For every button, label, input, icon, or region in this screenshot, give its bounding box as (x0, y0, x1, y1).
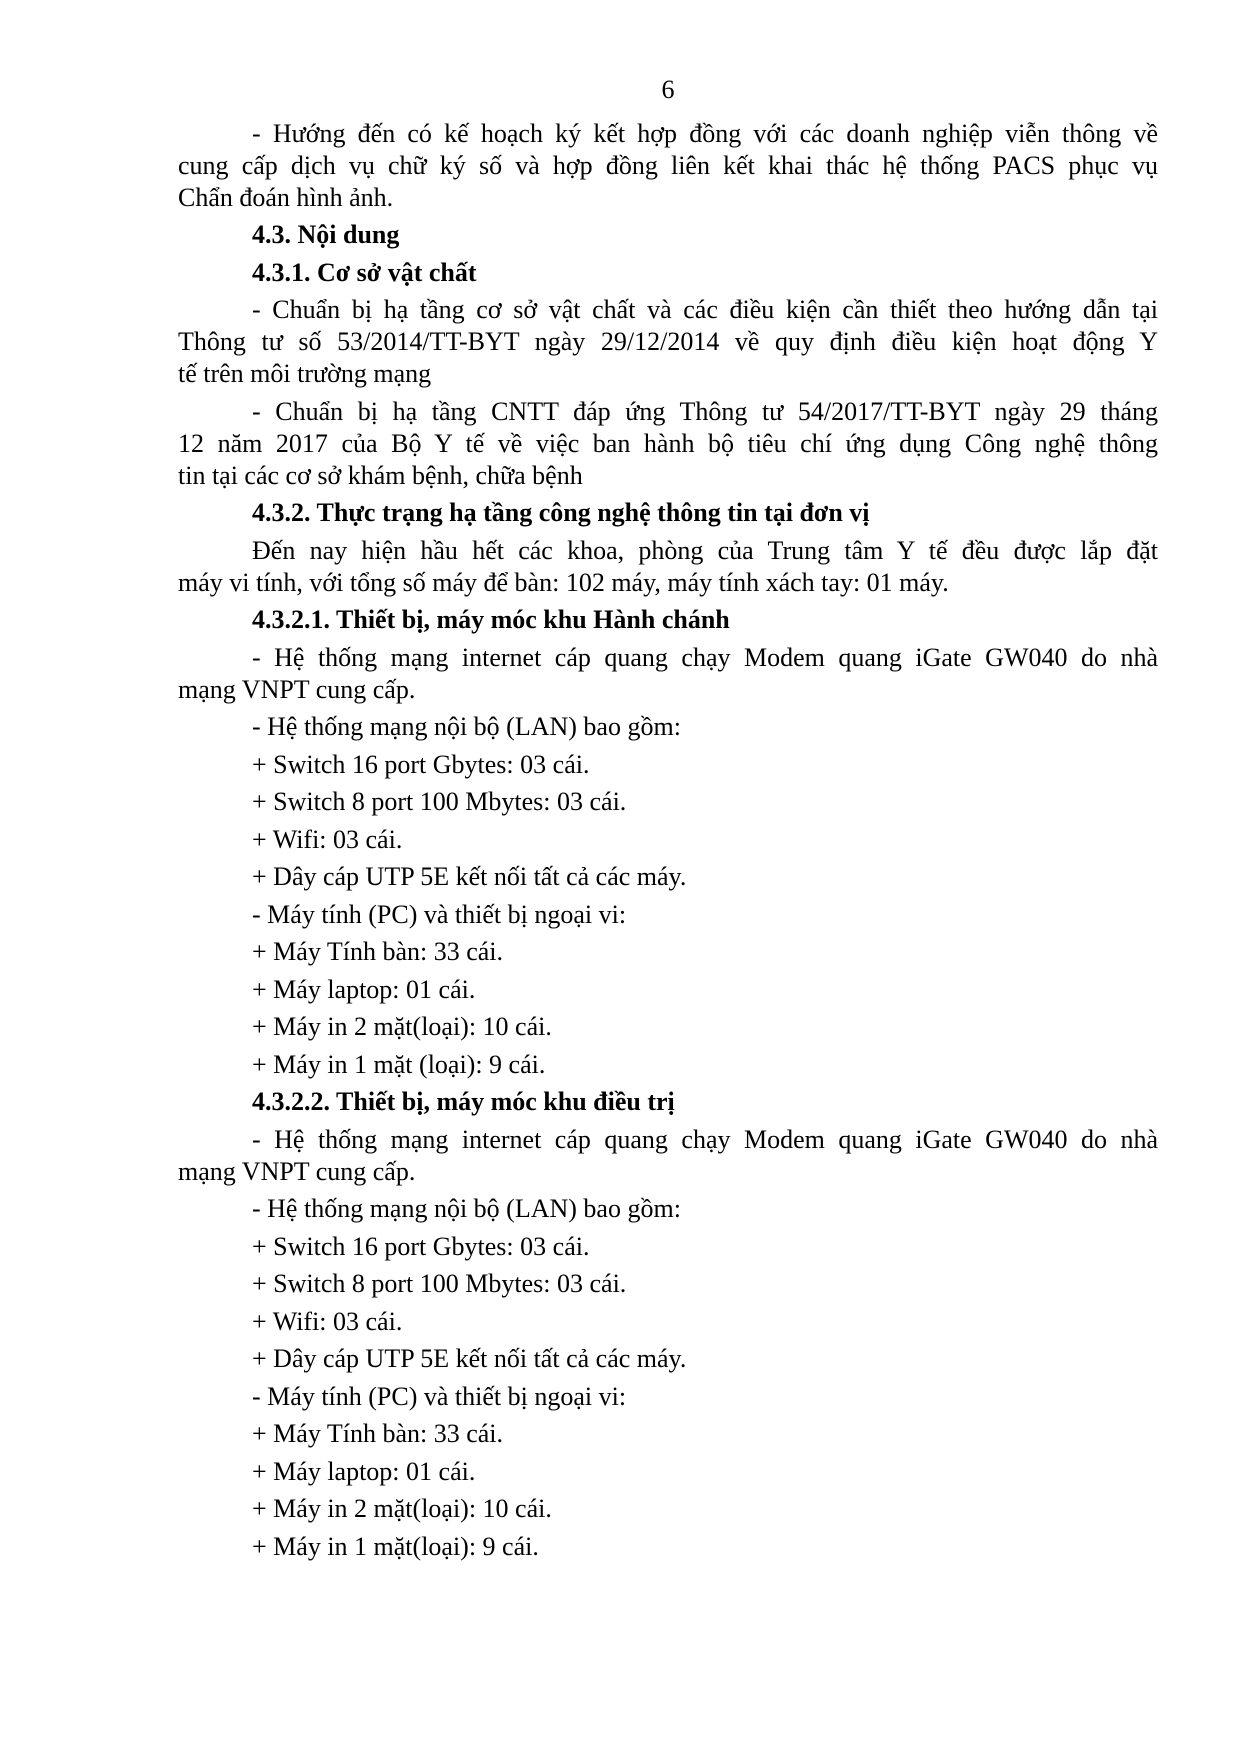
list-item: + Switch 16 port Gbytes: 03 cái. (252, 1231, 590, 1261)
paragraph-line: Thông tư số 53/2014/TT-BYT ngày 29/12/2014 về quy định điều kiện hoạt động Y (178, 327, 1158, 356)
list-item: - Máy tính (PC) và thiết bị ngoại vi: (252, 899, 627, 929)
paragraph-line: máy vi tính, với tổng số máy để bàn: 102 máy, máy tính xách tay: 01 máy. (178, 567, 949, 597)
list-item: + Dây cáp UTP 5E kết nối tất cả các máy. (252, 1344, 687, 1373)
list-item: + Wifi: 03 cái. (252, 1306, 403, 1336)
section-heading: 4.3.1. Cơ sở vật chất (252, 257, 477, 287)
page-number: 6 (661, 75, 675, 104)
paragraph-line: cung cấp dịch vụ chữ ký số và hợp đồng liên kết khai thác hệ thống PACS phục vụ (178, 150, 1158, 180)
paragraph (178, 535, 1158, 599)
paragraph (178, 1124, 1158, 1188)
list-item: + Máy in 1 mặt(loại): 9 cái. (252, 1531, 539, 1561)
paragraph-line: tế trên môi trường mạng (178, 359, 432, 388)
list-item: + Máy in 2 mặt(loại): 10 cái. (252, 1494, 552, 1523)
section-heading: 4.3.2.2. Thiết bị, máy móc khu điều trị (252, 1087, 675, 1116)
paragraph (178, 118, 1158, 214)
section-heading: 4.3.2. Thực trạng hạ tầng công nghệ thông tin tại đơn vị (252, 498, 870, 527)
document-body (178, 118, 1158, 1563)
paragraph-line: mạng VNPT cung cấp. (178, 674, 416, 704)
list-item: - Máy tính (PC) và thiết bị ngoại vi: (252, 1381, 627, 1411)
document-page (178, 68, 1158, 1563)
paragraph (178, 396, 1158, 492)
paragraph-line: mạng VNPT cung cấp. (178, 1156, 416, 1186)
list-item: + Dây cáp UTP 5E kết nối tất cả các máy. (252, 862, 687, 891)
section-heading: 4.3.2.1. Thiết bị, máy móc khu Hành chánh (252, 605, 730, 634)
section-heading: 4.3. Nội dung (252, 220, 400, 249)
list-item: + Máy in 1 mặt (loại): 9 cái. (252, 1049, 546, 1079)
list-item: + Switch 16 port Gbytes: 03 cái. (252, 749, 590, 779)
list-item: - Hệ thống mạng nội bộ (LAN) bao gồm: (252, 1194, 681, 1223)
list-item: - Hệ thống mạng nội bộ (LAN) bao gồm: (252, 712, 681, 741)
list-item: + Máy laptop: 01 cái. (252, 974, 476, 1004)
paragraph-line: - Hệ thống mạng internet cáp quang chạy Modem quang iGate GW040 do nhà (252, 1124, 1158, 1154)
list-item: + Máy laptop: 01 cái. (252, 1456, 476, 1486)
paragraph-line: - Chuẩn bị hạ tầng CNTT đáp ứng Thông tư 54/2017/TT-BYT ngày 29 tháng (252, 396, 1158, 426)
paragraph (178, 642, 1158, 706)
paragraph-line: - Hướng đến có kế hoạch ký kết hợp đồng với các doanh nghiệp viễn thông về (252, 118, 1158, 148)
paragraph-line: - Hệ thống mạng internet cáp quang chạy Modem quang iGate GW040 do nhà (252, 642, 1158, 672)
list-item: + Máy Tính bàn: 33 cái. (252, 937, 504, 966)
paragraph (178, 294, 1158, 390)
paragraph-line: 12 năm 2017 của Bộ Y tế về việc ban hành bộ tiêu chí ứng dụng Công nghệ thông (178, 428, 1158, 458)
paragraph-line: - Chuẩn bị hạ tầng cơ sở vật chất và các điều kiện cần thiết theo hướng dẫn tại (252, 295, 1158, 324)
paragraph-line: Chẩn đoán hình ảnh. (178, 182, 394, 212)
paragraph-line: Đến nay hiện hầu hết các khoa, phòng của Trung tâm Y tế đều được lắp đặt (252, 535, 1158, 565)
paragraph-line: tin tại các cơ sở khám bệnh, chữa bệnh (178, 460, 583, 490)
list-item: + Máy Tính bàn: 33 cái. (252, 1419, 504, 1448)
list-item: + Switch 8 port 100 Mbytes: 03 cái. (252, 787, 627, 816)
list-item: + Máy in 2 mặt(loại): 10 cái. (252, 1012, 552, 1041)
list-item: + Wifi: 03 cái. (252, 824, 403, 854)
list-item: + Switch 8 port 100 Mbytes: 03 cái. (252, 1269, 627, 1298)
